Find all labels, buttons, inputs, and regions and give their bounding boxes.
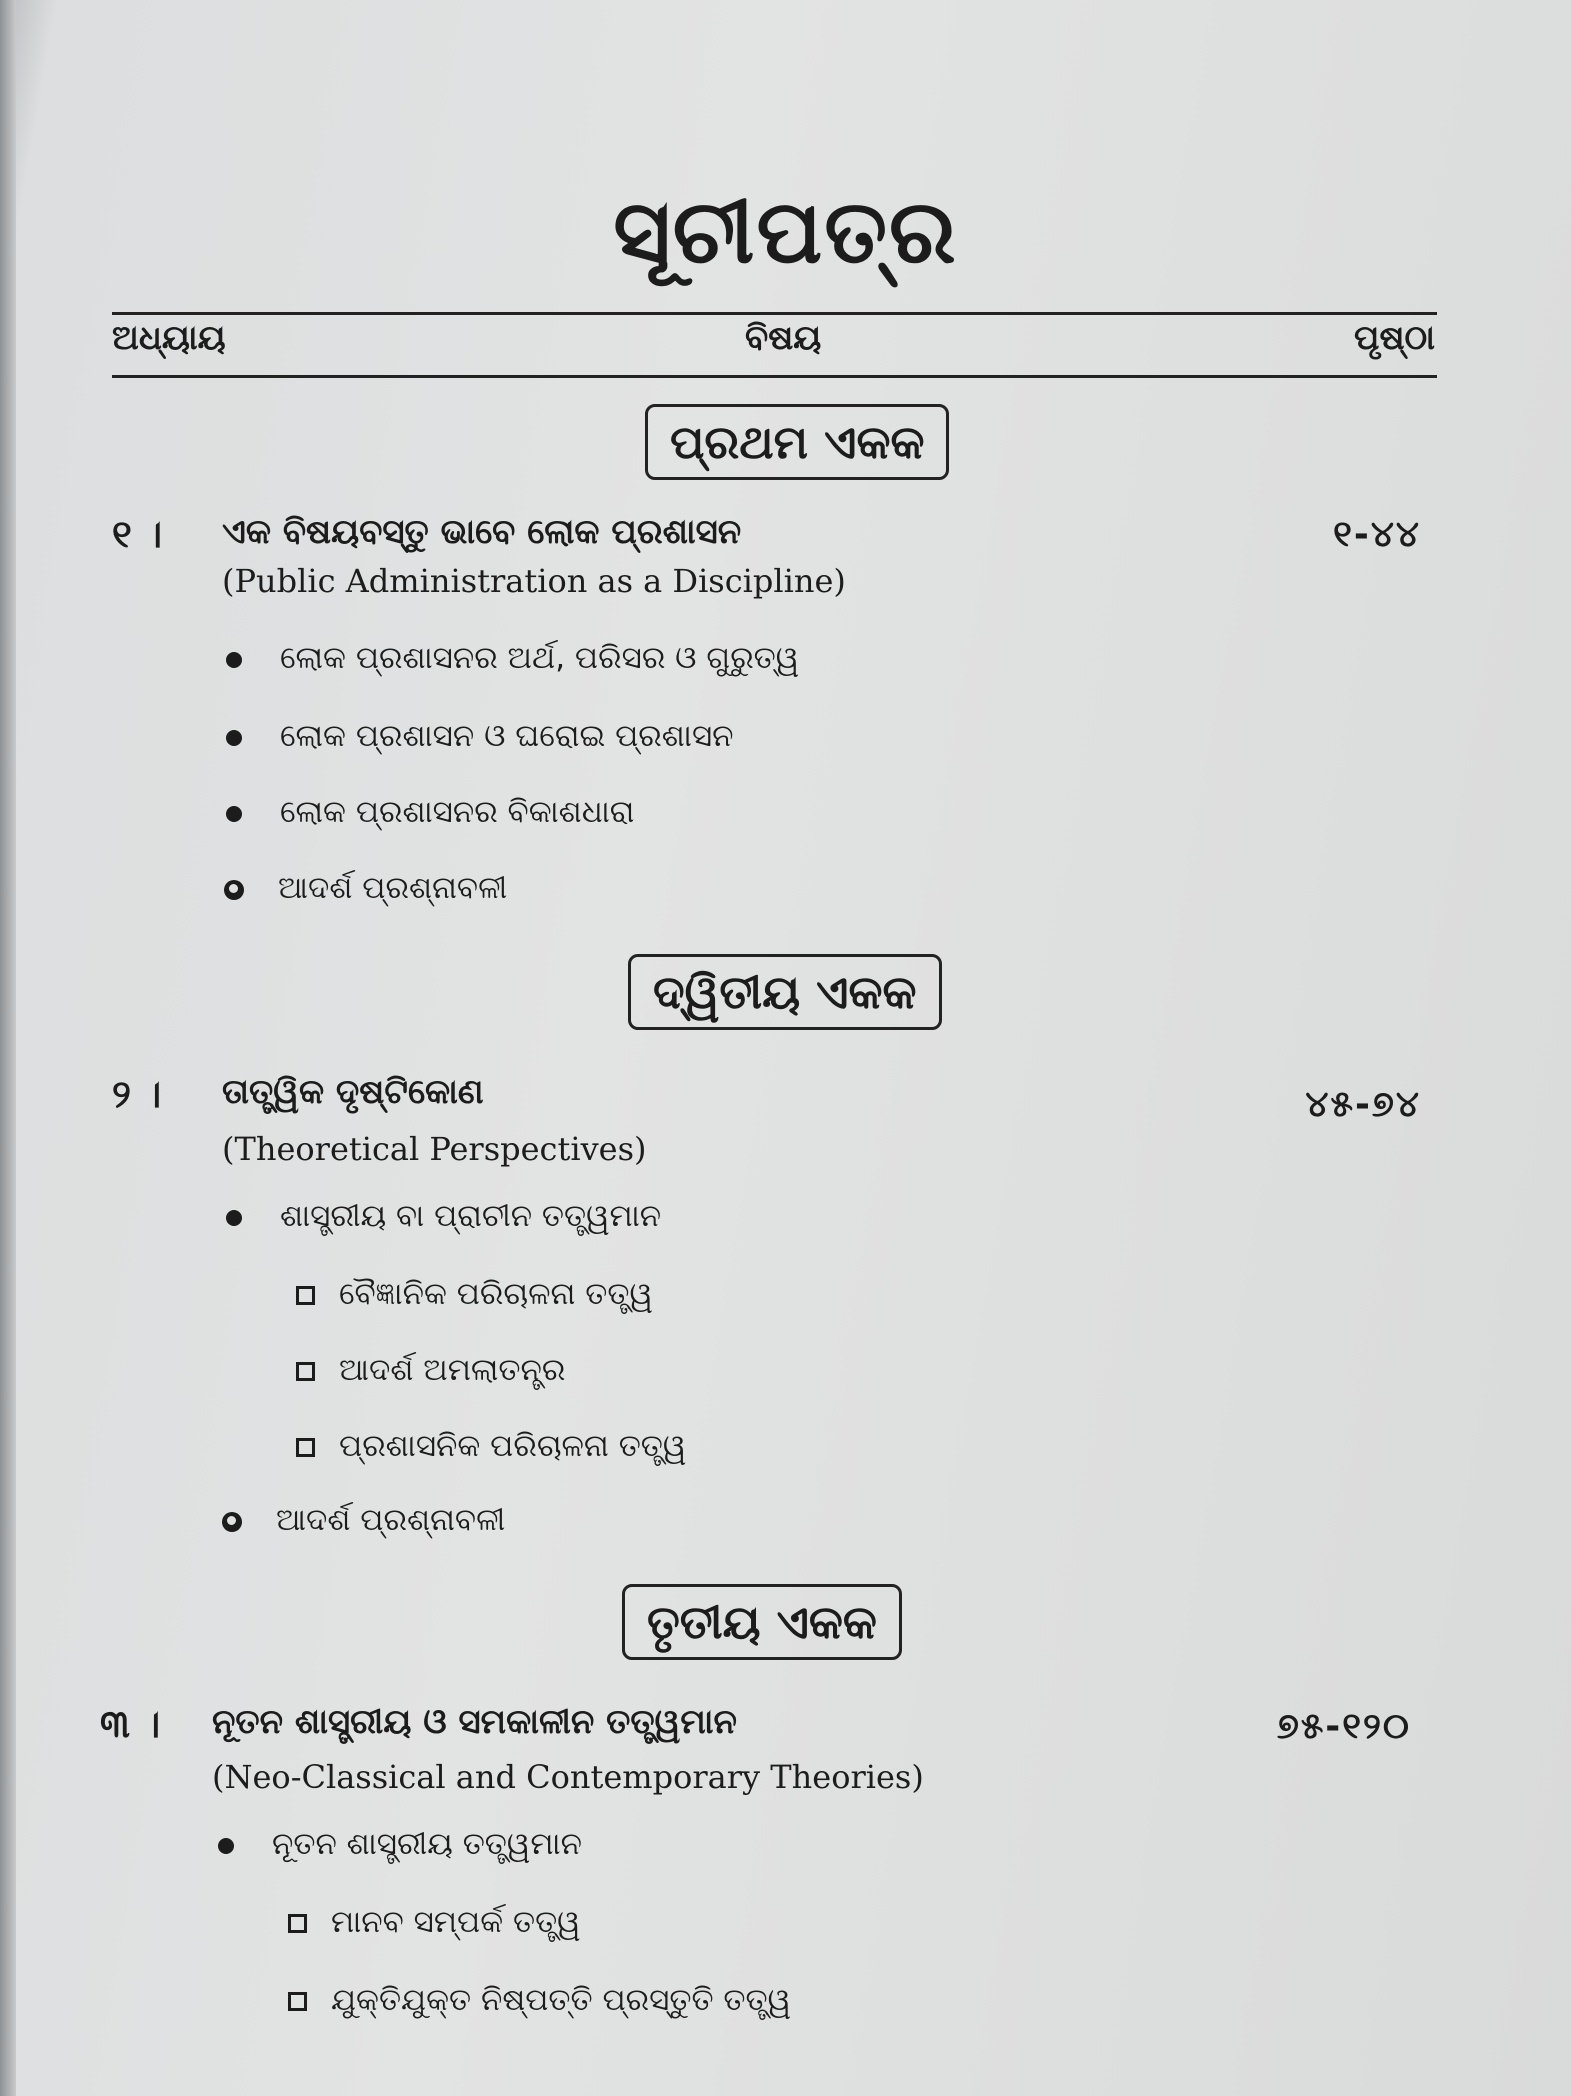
square-bullet-icon	[296, 1438, 315, 1457]
yin-yang-icon	[224, 880, 244, 900]
bullet-dot-icon	[226, 1210, 242, 1226]
chapter-2-english-title: (Theoretical Perspectives)	[222, 1130, 647, 1168]
header-page: ପୃଷ୍ଠା	[1354, 318, 1435, 358]
list-item: ଲୋକ ପ୍ରଶାସନର ବିକାଶଧାରା	[226, 794, 634, 831]
bullet-dot-icon	[218, 1838, 234, 1854]
chapter-3-pages: ୭୫-୧୨୦	[1276, 1706, 1411, 1747]
chapter-3-title: ନୂତନ ଶାସ୍ତ୍ରୀୟ ଓ ସମକାଳୀନ ତତ୍ତ୍ୱମାନ	[212, 1702, 737, 1742]
chapter-2-pages: ୪୫-୭୪	[1305, 1084, 1421, 1125]
chapter-1-english-title: (Public Administration as a Discipline)	[222, 562, 846, 600]
square-bullet-icon	[296, 1286, 315, 1305]
unit-3-box: ତୃତୀୟ ଏକକ	[622, 1584, 902, 1660]
page-title: ସୂଚୀପତ୍ର	[613, 180, 958, 283]
chapter-3-english-title: (Neo-Classical and Contemporary Theories)	[212, 1758, 924, 1796]
page-edge-shadow	[0, 0, 16, 2096]
list-item: ଆଦର୍ଶ ପ୍ରଶ୍ନାବଳୀ	[224, 870, 507, 907]
list-subitem: ମାନବ ସମ୍ପର୍କ ତତ୍ତ୍ୱ	[288, 1904, 581, 1941]
square-bullet-icon	[288, 1914, 307, 1933]
chapter-3-number: ୩ ।	[100, 1702, 161, 1746]
list-item: ଆଦର୍ଶ ପ୍ରଶ୍ନାବଳୀ	[222, 1502, 505, 1539]
header-subject: ବିଷୟ	[745, 318, 822, 358]
chapter-1-number: ୧ ।	[112, 512, 163, 556]
list-item: ଶାସ୍ତ୍ରୀୟ ବା ପ୍ରାଚୀନ ତତ୍ତ୍ୱମାନ	[226, 1198, 661, 1235]
header-chapter: ଅଧ୍ୟାୟ	[112, 318, 226, 358]
list-subitem: ଯୁକ୍ତିଯୁକ୍ତ ନିଷ୍ପତ୍ତି ପ୍ରସ୍ତୁତି ତତ୍ତ୍ୱ	[288, 1982, 791, 2019]
bullet-dot-icon	[226, 652, 242, 668]
bullet-dot-icon	[226, 806, 242, 822]
unit-1-box: ପ୍ରଥମ ଏକକ	[645, 404, 949, 480]
yin-yang-icon	[222, 1512, 242, 1532]
unit-2-box: ଦ୍ୱିତୀୟ ଏକକ	[628, 954, 942, 1030]
list-subitem: ଆଦର୍ଶ ଅମଲାତନ୍ତ୍ର	[296, 1352, 565, 1389]
square-bullet-icon	[296, 1362, 315, 1381]
chapter-1-pages: ୧-୪୪	[1333, 514, 1421, 555]
chapter-1-title: ଏକ ବିଷୟବସ୍ତୁ ଭାବେ ଲୋକ ପ୍ରଶାସନ	[222, 512, 742, 552]
header-bottom-rule	[112, 375, 1437, 378]
list-subitem: ବୈଜ୍ଞାନିକ ପରିଚାଳନା ତତ୍ତ୍ୱ	[296, 1276, 653, 1313]
list-item: ଲୋକ ପ୍ରଶାସନର ଅର୍ଥ, ପରିସର ଓ ଗୁରୁତ୍ୱ	[226, 640, 799, 677]
chapter-2-number: ୨ ।	[112, 1072, 162, 1116]
header-top-rule	[112, 312, 1437, 315]
list-subitem: ପ୍ରଶାସନିକ ପରିଚାଳନା ତତ୍ତ୍ୱ	[296, 1428, 686, 1465]
chapter-2-title: ତାତ୍ତ୍ୱିକ ଦୃଷ୍ଟିକୋଣ	[222, 1072, 484, 1112]
list-item: ନୂତନ ଶାସ୍ତ୍ରୀୟ ତତ୍ତ୍ୱମାନ	[218, 1826, 582, 1863]
square-bullet-icon	[288, 1992, 307, 2011]
bullet-dot-icon	[226, 730, 242, 746]
list-item: ଲୋକ ପ୍ରଶାସନ ଓ ଘରୋଇ ପ୍ରଶାସନ	[226, 718, 734, 755]
